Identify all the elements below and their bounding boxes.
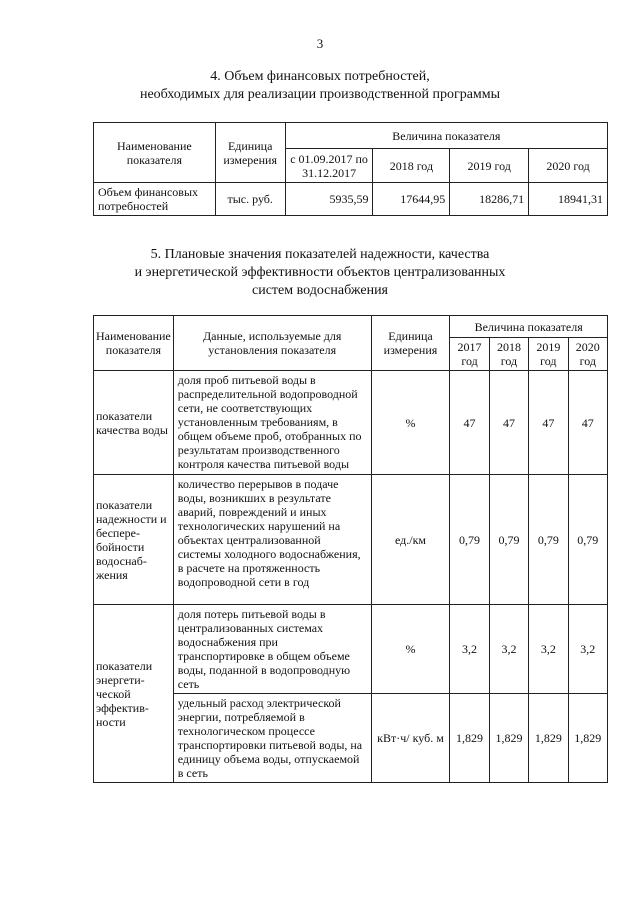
row-value: 3,2: [489, 605, 528, 694]
col-header-data: Данные, используемые для установления показателя: [173, 316, 371, 371]
section5-title-line2: и энергетической эффективности объектов централизованных: [134, 265, 506, 280]
row-value: 3,2: [568, 605, 607, 694]
row-unit: тыс. руб.: [215, 183, 285, 216]
row-value: 1,829: [529, 694, 568, 783]
row-unit: %: [371, 371, 450, 475]
row-value: 0,79: [489, 475, 528, 605]
row-value: 3,2: [450, 605, 489, 694]
period-header: 2018 год: [373, 149, 450, 183]
row-value: 0,79: [568, 475, 607, 605]
row-value: 47: [489, 371, 528, 475]
row-value: 47: [529, 371, 568, 475]
year-header: 2018 год: [489, 338, 528, 371]
section5-title-line3: систем водоснабжения: [251, 283, 388, 298]
row-value: 0,79: [529, 475, 568, 605]
year-header: 2017 год: [450, 338, 489, 371]
row-data: доля потерь питьевой воды в централизованных системах водоснабжения при транспортировке в общем объеме воды, поданной в водопроводную сеть: [173, 605, 371, 694]
section5-title-line1: 5. Плановые значения показателей надежности, качества: [150, 247, 490, 262]
row-value: 18286,71: [450, 183, 529, 216]
col-header-value-group: Величина показателя: [450, 316, 608, 338]
year-header: 2019 год: [529, 338, 568, 371]
row-data: удельный расход электрической энергии, потребляемой в технологическом процессе транспортировки питьевой воды, на единицу объема воды, отпускаемой в сеть: [173, 694, 371, 783]
period-header: 2020 год: [529, 149, 608, 183]
col-header-name: Наименование показателя: [94, 316, 174, 371]
indicators-table: [93, 315, 608, 783]
section4-title: [40, 68, 600, 104]
row-value: 18941,31: [529, 183, 608, 216]
col-header-name: Наименование показателя: [94, 123, 216, 183]
row-group: показатели надежности и беспере-бойности водоснаб-жения: [94, 475, 174, 605]
row-value: 5935,59: [285, 183, 373, 216]
section5-title: [40, 246, 600, 300]
row-data: количество перерывов в подаче воды, возникших в результате аварий, повреждений и иных технологических нарушений на объектах централизованной системы холодного водоснабжения, в расчете на протяженность водопроводной сети в год: [173, 475, 371, 605]
row-data: доля проб питьевой воды в распределительной водопроводной сети, не соответствующих установленным требованиям, в общем объеме проб, отобранных по результатам производственного контроля качества питьевой воды: [173, 371, 371, 475]
row-value: 1,829: [489, 694, 528, 783]
period-header: 2019 год: [450, 149, 529, 183]
row-value: 47: [450, 371, 489, 475]
row-group: показатели качества воды: [94, 371, 174, 475]
col-header-unit: Единица измерения: [371, 316, 450, 371]
col-header-value-group: Величина показателя: [285, 123, 607, 149]
section4-title-line1: 4. Объем финансовых потребностей,: [210, 69, 430, 84]
row-group: показатели энергети-ческой эффектив-ности: [94, 605, 174, 783]
row-value: 47: [568, 371, 607, 475]
col-header-unit: Единица измерения: [215, 123, 285, 183]
row-unit: %: [371, 605, 450, 694]
row-unit: ед./км: [371, 475, 450, 605]
row-value: 1,829: [568, 694, 607, 783]
row-value: 1,829: [450, 694, 489, 783]
row-name: Объем финансовых потребностей: [94, 183, 216, 216]
row-unit: кВт·ч/ куб. м: [371, 694, 450, 783]
financial-needs-table: [93, 122, 608, 216]
year-header: 2020 год: [568, 338, 607, 371]
row-value: 17644,95: [373, 183, 450, 216]
row-value: 0,79: [450, 475, 489, 605]
period-header: с 01.09.2017 по 31.12.2017: [285, 149, 373, 183]
row-value: 3,2: [529, 605, 568, 694]
page-number: 3: [316, 36, 324, 51]
section4-title-line2: необходимых для реализации производственной программы: [139, 87, 501, 102]
